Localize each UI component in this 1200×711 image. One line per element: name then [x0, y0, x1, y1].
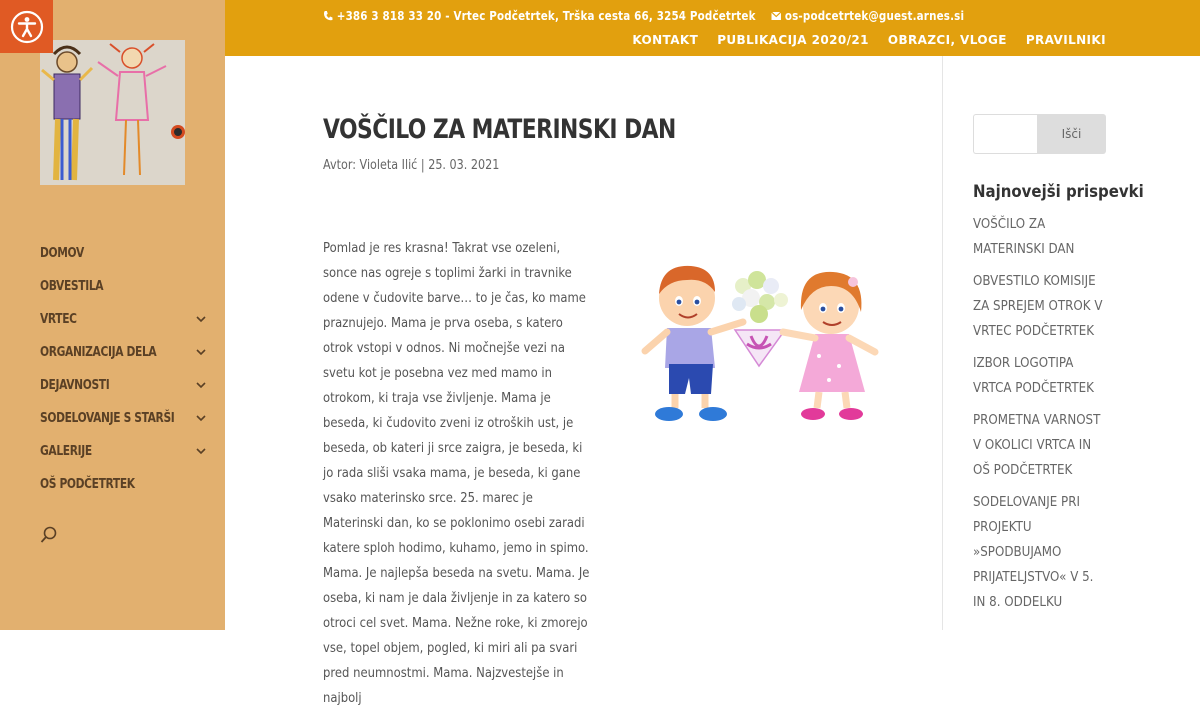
search-button[interactable]: Išči — [1037, 114, 1106, 154]
nav-item-galerije[interactable] — [40, 434, 210, 467]
chevron-down-icon[interactable] — [196, 413, 206, 423]
nav-item-label: OŠ PODČETRTEK — [40, 475, 135, 492]
top-link-kontakt[interactable]: KONTAKT — [632, 33, 699, 47]
nav-item-label: VRTEC — [40, 310, 77, 327]
nav-item-label: ORGANIZACIJA DELA — [40, 343, 157, 360]
nav-item-sodelovanje-s-starsi[interactable] — [40, 401, 210, 434]
children-drawing-logo — [40, 40, 185, 185]
post-title: VOŠČILO ZA MATERINSKI DAN — [323, 114, 676, 145]
nav-item-label: DOMOV — [40, 244, 84, 261]
sidebar-search-form — [973, 114, 1106, 154]
search-icon[interactable] — [40, 526, 58, 544]
accessibility-icon — [10, 10, 44, 44]
recent-post-link[interactable]: VOŠČILO ZA MATERINSKI DAN — [973, 216, 1075, 257]
nav-item-vrtec[interactable] — [40, 302, 210, 335]
post-body: Pomlad je res krasna! Takrat vse ozeleni, sonce nas ogreje s toplimi žarki in travnike odene v čudovite barve… to je čas, ko mame praznujejo. Mama je prva oseba, s katero otrok vstopi v odnos. Ni močnejše vezi na svetu kot je posebna vez med mamo in otrokom, ki traja vse življenje. Mama je beseda, ki čudovito zveni iz otroških ust, je beseda, ob kateri ji srce zaigra, je beseda, ki jo rada sliši vsaka mama, je beseda, ki gane vsako materinsko srce. 25. marec je Materinski dan, ko se poklonimo osebi zaradi katere sploh hodimo, kuhamo, jemo in spimo. Mama. Je najlepša beseda na svetu. Mama. Je oseba, ki nam je dala življenje in za katero so otroci cel svet. Mama. Nežne roke, ki zmorejo vse, topel objem, pogled, ki miri ali pa svari pred neumnostmi. Mama. Najzvestejše in najbolj — [323, 240, 590, 706]
chevron-down-icon[interactable] — [196, 446, 206, 456]
recent-posts-list — [973, 212, 1105, 622]
chevron-down-icon[interactable] — [196, 314, 206, 324]
nav-item-dejavnosti[interactable] — [40, 368, 210, 401]
top-link-publikacija[interactable]: PUBLIKACIJA 2020/21 — [717, 33, 869, 47]
post-meta: Avtor: Violeta Ilić | 25. 03. 2021 — [323, 158, 500, 173]
recent-posts-title: Najnovejši prispevki — [973, 182, 1144, 202]
recent-post-link[interactable]: IZBOR LOGOTIPA VRTCA PODČETRTEK — [973, 355, 1094, 396]
top-navigation — [632, 33, 1106, 47]
nav-item-domov[interactable] — [40, 236, 210, 269]
nav-item-label: DEJAVNOSTI — [40, 376, 110, 393]
nav-item-label: GALERIJE — [40, 442, 92, 459]
nav-item-organizacija-dela[interactable] — [40, 335, 210, 368]
content-divider — [942, 56, 943, 630]
chevron-down-icon[interactable] — [196, 347, 206, 357]
left-sidebar — [0, 0, 225, 630]
email-link[interactable] — [771, 9, 964, 23]
envelope-icon — [771, 10, 781, 22]
recent-post-link[interactable]: OBVESTILO KOMISIJE ZA SPREJEM OTROK V VRTEC PODČETRTEK — [973, 273, 1103, 339]
sidebar-search-input[interactable] — [973, 114, 1037, 154]
top-link-obrazci-vloge[interactable]: OBRAZCI, VLOGE — [887, 33, 1007, 47]
nav-item-label: OBVESTILA — [40, 277, 104, 294]
top-header — [225, 0, 1200, 56]
accessibility-button[interactable] — [0, 0, 53, 53]
nav-item-label: SODELOVANJE S STARŠI — [40, 409, 175, 426]
site-logo[interactable] — [40, 40, 185, 185]
main-navigation — [40, 236, 210, 500]
nav-item-obvestila[interactable] — [40, 269, 210, 302]
phone-icon — [323, 10, 333, 22]
email-address: os-podcetrtek@guest.arnes.si — [784, 9, 965, 23]
top-link-pravilniki[interactable]: PRAVILNIKI — [1025, 33, 1106, 47]
phone-address[interactable]: +386 3 818 33 20 - Vrtec Podčetrtek, Trška cesta 66, 3254 Podčetrtek — [336, 9, 756, 23]
recent-post-link[interactable]: SODELOVANJE PRI PROJEKTU »SPODBUJAMO PRIJATELJSTVO« V 5. IN 8. ODDELKU — [973, 494, 1094, 610]
children-with-flowers-illustration — [639, 256, 881, 434]
contact-info — [323, 9, 964, 23]
recent-post-link[interactable]: PROMETNA VARNOST V OKOLICI VRTCA IN OŠ PODČETRTEK — [973, 412, 1101, 478]
chevron-down-icon[interactable] — [196, 380, 206, 390]
nav-item-os-podcetrtek[interactable] — [40, 467, 210, 500]
